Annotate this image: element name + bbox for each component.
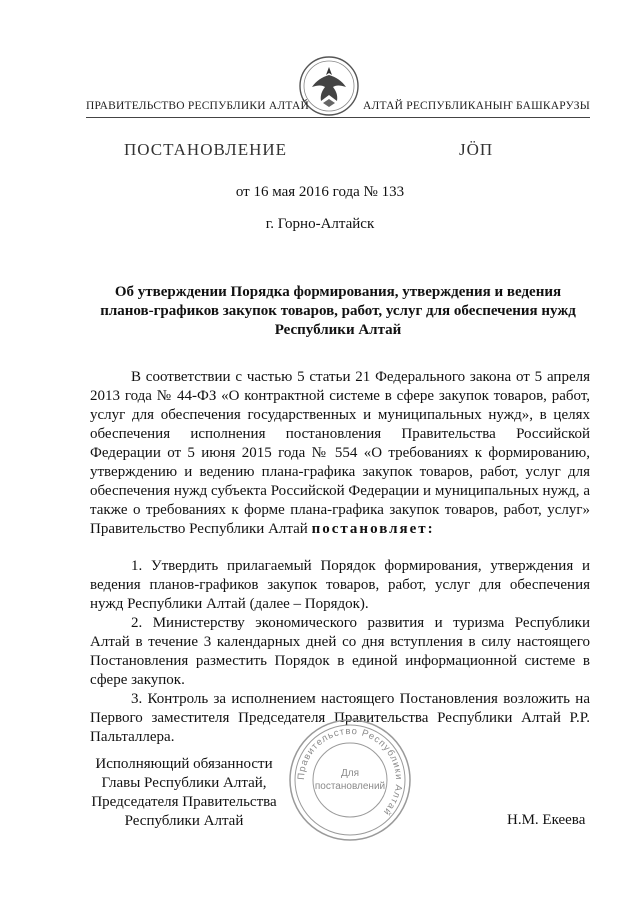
decree-word: постановляет: <box>311 521 435 537</box>
signatory-position-line: Республики Алтай <box>124 813 244 829</box>
decree-item-3: 3. Контроль за исполнением настоящего Постановления возложить на Первого заместителя Председателя Правительства Республики Алтай Р.Р. Пальталлера. <box>90 691 590 745</box>
stamp-center-line: Для <box>340 768 360 779</box>
decree-date-number: от 16 мая 2016 года № 133 <box>235 184 405 200</box>
stamp-ring-text: Правительство Республики Алтай <box>295 725 405 818</box>
decree-item-1: 1. Утвердить прилагаемый Порядок формирования, утверждения и ведения планов-графиков закупок товаров, работ, услуг для обеспечения нужд Республики Алтай (далее – Порядок). <box>90 558 590 612</box>
decree-item-2: 2. Министерству экономического развития и туризма Республики Алтай в течение 3 календарных дней со дня вступления в силу настоящего Постановления разместить Порядок в единой информационной системе в сфере закупок. <box>90 615 590 688</box>
decree-city: г. Горно-Алтайск <box>265 216 375 232</box>
decree-title: Об утверждении Порядка формирования, утверждения и ведения планов-графиков закупок товаров, работ, услуг для обеспечения нужд Республики Алтай <box>100 284 576 338</box>
doc-type-russian: ПОСТАНОВЛЕНИЕ <box>124 140 288 159</box>
signatory-name: Н.М. Екеева <box>507 812 586 828</box>
government-header <box>86 100 590 118</box>
doc-type-altai: JӦП <box>459 140 494 159</box>
header-left-title: ПРАВИТЕЛЬСТВО РЕСПУБЛИКИ АЛТАЙ <box>86 100 310 112</box>
stamp-center-line: постановлений <box>314 781 386 792</box>
signatory-position-line: Главы Республики Алтай, <box>101 775 267 791</box>
signatory-position <box>84 755 284 831</box>
signatory-position-line: Исполняющий обязанности <box>95 756 273 772</box>
decree-body <box>90 368 590 747</box>
header-divider <box>86 117 590 118</box>
header-right-title: АЛТАЙ РЕСПУБЛИКАНЫҤ БАШКАРУЗЫ <box>363 100 590 112</box>
preamble-paragraph <box>90 368 590 539</box>
preamble-text: В соответствии с частью 5 статьи 21 Федерального закона от 5 апреля 2013 года № 44-ФЗ «О контрактной системе в сфере закупок товаров, работ, услуг для обеспечения государственных и муниципальных нужд», в целях обеспечения исполнения постановления Правительства Российской Федерации от 5 июня 2015 года № 554 «О требованиях к формированию, утверждению и ведению плана-графика закупок товаров, работ, услуг для обеспечения нужд субъекта Российской Федерации и муниципальных нужд, а также о требованиях к форме плана-графика закупок товаров, работ, услуг» Правительство Республики Алтай <box>90 369 590 537</box>
official-stamp-icon <box>287 717 413 843</box>
signatory-position-line: Председателя Правительства <box>91 794 277 810</box>
